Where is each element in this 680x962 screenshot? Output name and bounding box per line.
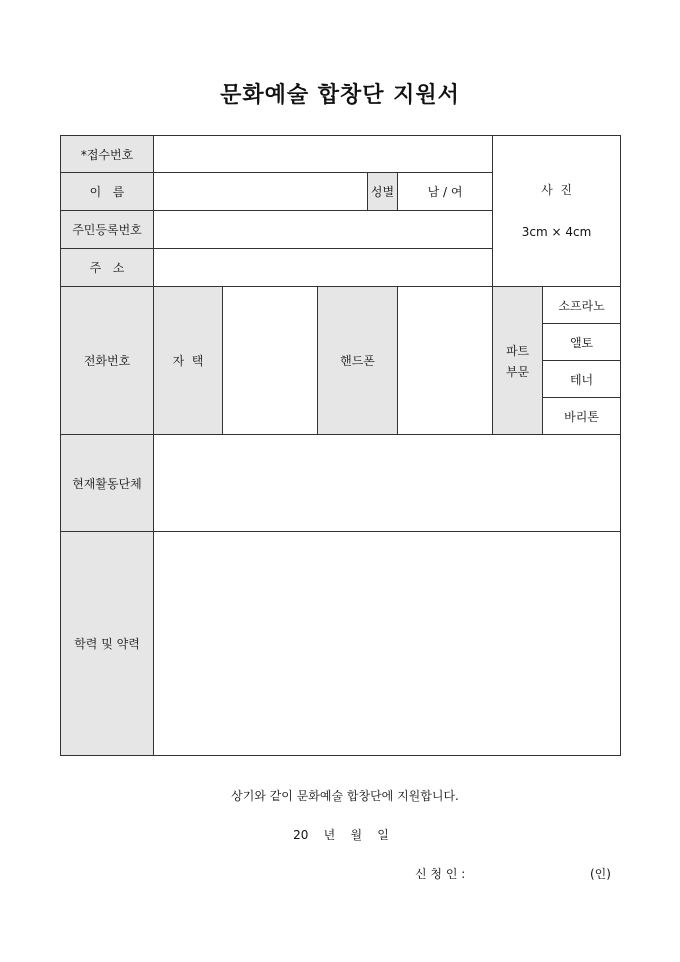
mobile-phone-label: 핸드폰 [318,287,398,435]
name-field[interactable] [154,173,368,211]
application-form-table [60,135,621,756]
photo-size: 3cm × 4cm [521,225,592,239]
receipt-number-field[interactable] [154,136,493,173]
part-label-line2: 부문 [505,364,530,379]
name-label: 이 름 [61,173,154,211]
phone-label: 전화번호 [61,287,154,435]
education-career-field[interactable] [154,532,621,756]
photo-box[interactable] [493,136,621,287]
address-field[interactable] [154,249,493,287]
resident-number-label: 주민등록번호 [61,211,154,249]
part-option-soprano[interactable]: 소프라노 [543,287,621,324]
home-phone-label: 자 택 [154,287,223,435]
application-statement: 상기와 같이 문화예술 합창단에 지원합니다. [231,789,459,803]
part-option-baritone[interactable]: 바리톤 [543,398,621,435]
photo-label: 사 진 [541,183,572,197]
page-title: 문화예술 합창단 지원서 [220,82,460,108]
part-label-line1: 파트 [505,343,530,358]
part-section-label [493,287,543,435]
applicant-signature-line [0,865,680,881]
home-phone-field[interactable] [223,287,318,435]
receipt-number-label: *접수번호 [61,136,154,173]
part-option-tenor[interactable]: 테너 [543,361,621,398]
current-group-label: 현재활동단체 [61,435,154,532]
part-option-alto[interactable]: 앨토 [543,324,621,361]
applicant-label: 신 청 인 : [415,867,466,881]
education-career-label: 학력 및 약력 [61,532,154,756]
mobile-phone-field[interactable] [398,287,493,435]
gender-options[interactable]: 남 / 여 [398,173,493,211]
application-date[interactable]: 20 년 월 일 [293,828,389,842]
address-label: 주 소 [61,249,154,287]
current-group-field[interactable] [154,435,621,532]
resident-number-field[interactable] [154,211,493,249]
seal-mark[interactable]: (인) [590,867,611,881]
gender-label: 성별 [368,173,398,211]
